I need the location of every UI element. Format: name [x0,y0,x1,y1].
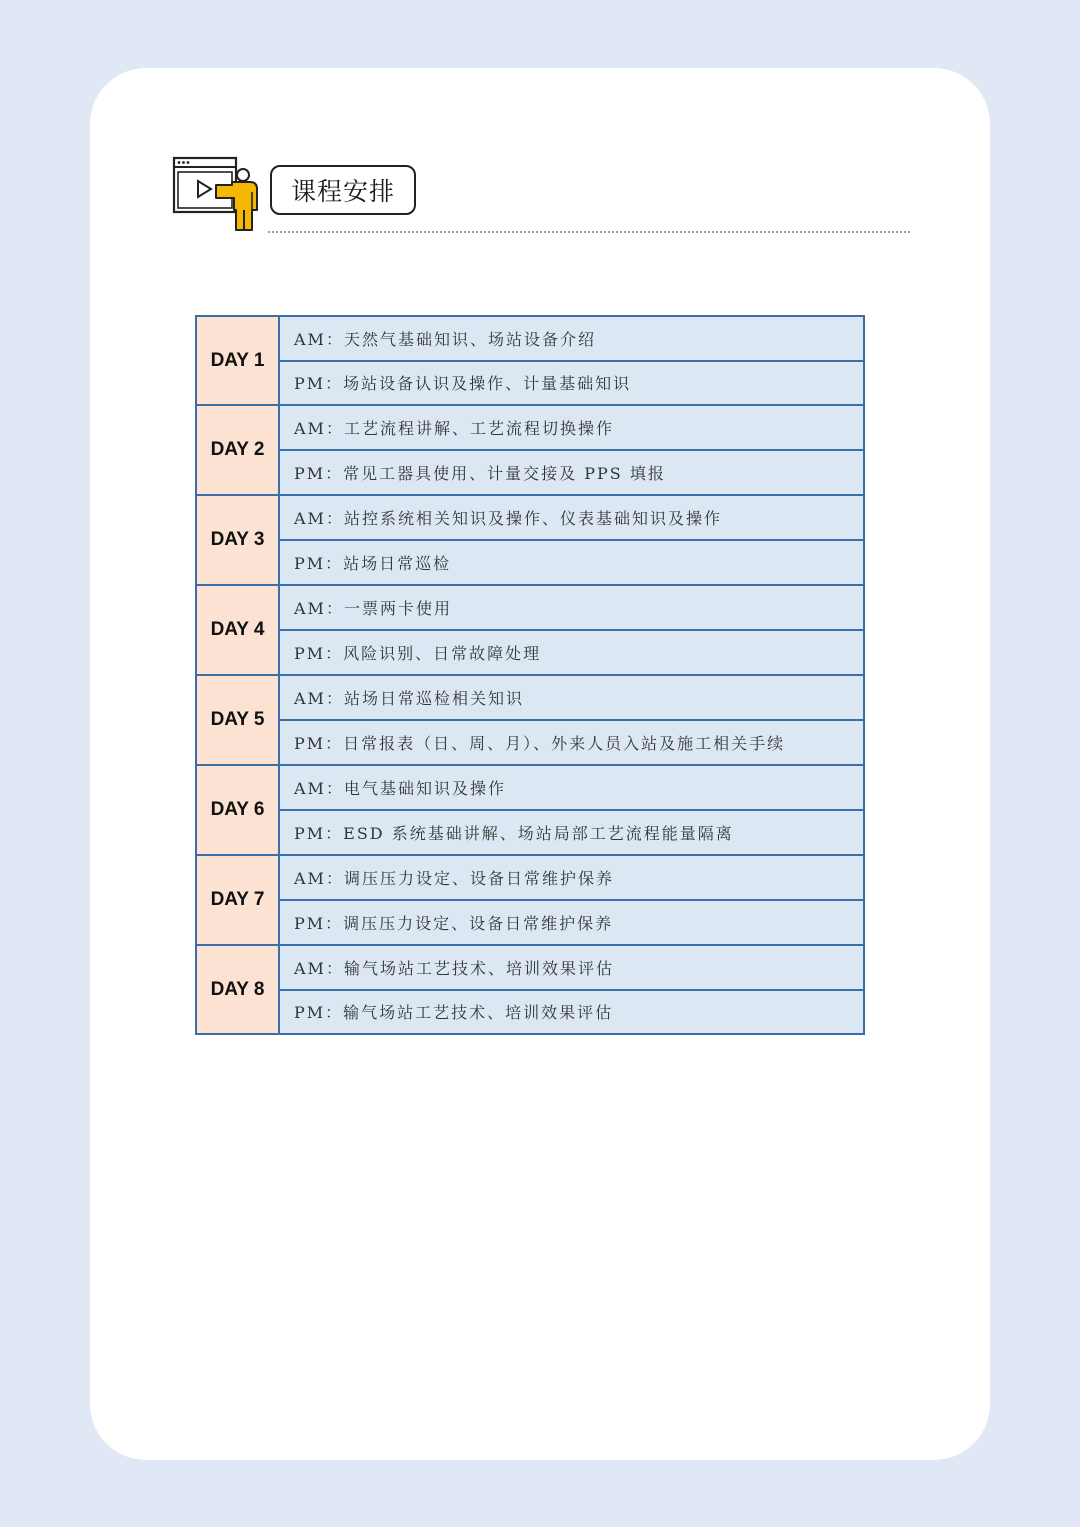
day-row [195,945,865,1035]
pm-session: PM：ESD 系统基础讲解、场站局部工艺流程能量隔离 [280,810,865,855]
am-session: AM：站控系统相关知识及操作、仪表基础知识及操作 [280,495,865,540]
am-session: AM：天然气基础知识、场站设备介绍 [280,315,865,361]
day-row [195,585,865,675]
day-label: DAY 4 [195,585,280,675]
day-row [195,765,865,855]
pm-session: PM：站场日常巡检 [280,540,865,585]
day-label: DAY 1 [195,315,280,405]
am-session: AM：一票两卡使用 [280,585,865,630]
day-label: DAY 2 [195,405,280,495]
am-session: AM：站场日常巡检相关知识 [280,675,865,720]
schedule-table [195,315,865,1035]
title-divider [268,231,910,233]
am-session: AM：工艺流程讲解、工艺流程切换操作 [280,405,865,450]
presentation-icon [170,152,262,234]
day-row [195,855,865,945]
day-label: DAY 6 [195,765,280,855]
day-label: DAY 3 [195,495,280,585]
am-session: AM：电气基础知识及操作 [280,765,865,810]
pm-session: PM：场站设备认识及操作、计量基础知识 [280,361,865,406]
day-label: DAY 8 [195,945,280,1035]
day-row [195,405,865,495]
day-row [195,315,865,405]
day-label: DAY 5 [195,675,280,765]
pm-session: PM：日常报表（日、周、月）、外来人员入站及施工相关手续 [280,720,865,765]
am-session: AM：输气场站工艺技术、培训效果评估 [280,945,865,990]
day-row [195,495,865,585]
am-session: AM：调压压力设定、设备日常维护保养 [280,855,865,900]
pm-session: PM：风险识别、日常故障处理 [280,630,865,675]
day-row [195,675,865,765]
pm-session: PM：常见工器具使用、计量交接及 PPS 填报 [280,450,865,495]
day-label: DAY 7 [195,855,280,945]
section-title: 课程安排 [270,165,416,215]
pm-session: PM：调压压力设定、设备日常维护保养 [280,900,865,945]
pm-session: PM：输气场站工艺技术、培训效果评估 [280,990,865,1036]
